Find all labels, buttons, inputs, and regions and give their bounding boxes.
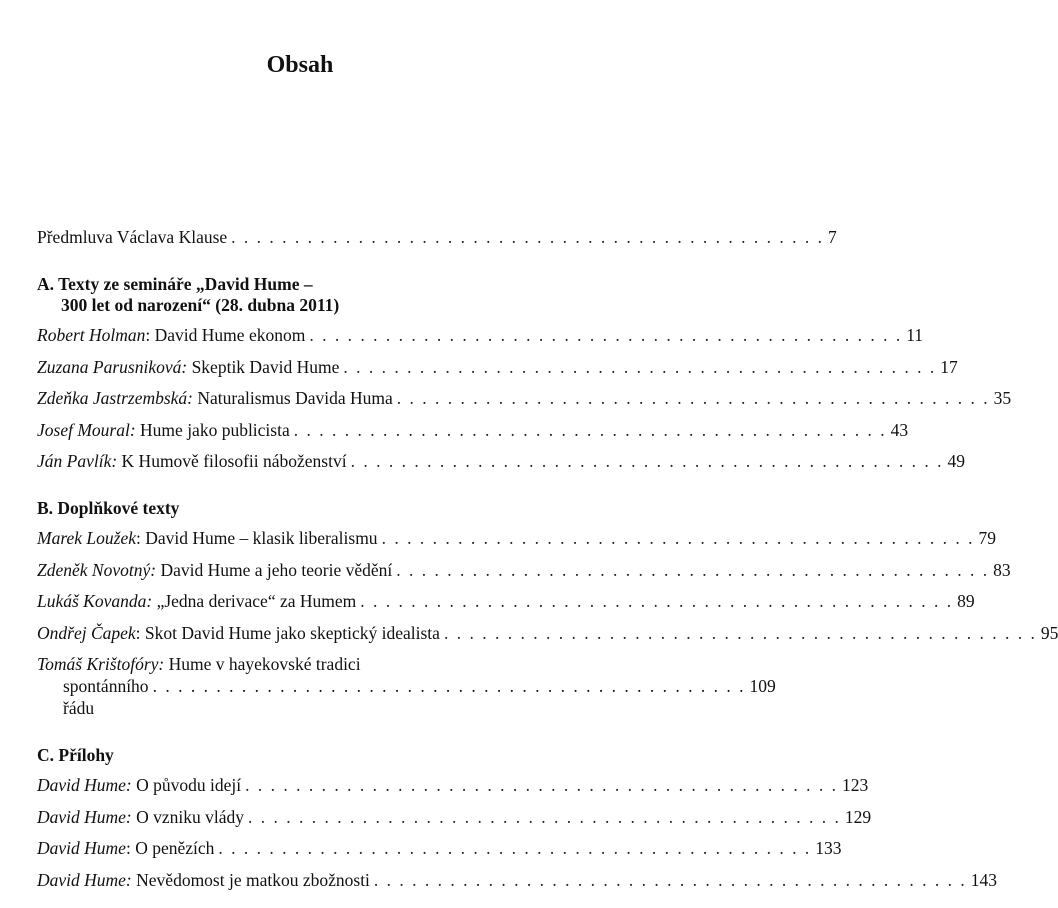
toc-page-number: 35 — [993, 388, 1012, 408]
toc-page-number: 109 — [749, 676, 776, 696]
leader-dots: . . . . . . . . . . . . . . . . . . . . . . . . . . . . . . . . . . . . . . . . . . . . . . . — [443, 622, 1037, 643]
toc-page-number: 95 — [1040, 622, 1058, 643]
toc-entry-title: „Jedna derivace“ za Humem — [156, 591, 357, 611]
toc-entry-title: O vzniku vlády — [136, 806, 245, 827]
leader-dots: . . . . . . . . . . . . . . . . . . . . . . . . . . . . . . . . . . . . . . . . . . . . . . . — [152, 676, 746, 696]
toc-entry-author: David Hume: — [37, 869, 132, 890]
toc-page-number: 143 — [970, 869, 998, 890]
leader-dots: . . . . . . . . . . . . . . . . . . . . . . . . . . . . . . . . . . . . . . . . . . . . . . . — [381, 528, 975, 548]
leader-dots: . . . . . . . . . . . . . . . . . . . . . . . . . . . . . . . . . . . . . . . . . . . . . . . — [245, 775, 839, 795]
leader-dots: . . . . . . . . . . . . . . . . . . . . . . . . . . . . . . . . . . . . . . . . . . . . . . . — [293, 419, 887, 440]
toc-page-number: 49 — [947, 451, 965, 471]
toc-entry-title: David Hume – klasik liberalismu — [145, 528, 378, 548]
toc-entry-author: Marek Loužek — [37, 528, 136, 548]
toc-page-number: 7 — [828, 227, 837, 247]
toc-entry-author: Robert Holman — [37, 325, 146, 345]
toc-entry-title: Skot David Hume jako skeptický idealista — [144, 622, 440, 643]
toc-entry — [37, 869, 998, 891]
leader-dots: . . . . . . . . . . . . . . . . . . . . . . . . . . . . . . . . . . . . . . . . . . . . . . . — [343, 356, 937, 377]
leader-dots: . . . . . . . . . . . . . . . . . . . . . . . . . . . . . . . . . . . . . . . . . . . . . . . — [218, 838, 812, 858]
leader-dots: . . . . . . . . . . . . . . . . . . . . . . . . . . . . . . . . . . . . . . . . . . . . . . . — [248, 806, 841, 827]
section-heading-line1: C. Přílohy — [37, 745, 114, 765]
toc-entry — [37, 559, 1011, 581]
toc-page-number: 133 — [815, 838, 842, 858]
toc-entry: Ondřej Čapek: Skot David Hume jako skeptický idealista . . . . . . . . . . . . . . . . . . . . . . . . . . . . . . . . . . . . . . . . . . . . . . . 95 — [37, 622, 1058, 643]
toc-entry-author: Tomáš Krištofóry: — [37, 654, 165, 674]
leader-dots: . . . . . . . . . . . . . . . . . . . . . . . . . . . . . . . . . . . . . . . . . . . . . . . — [396, 559, 990, 580]
page-title: Obsah — [266, 52, 334, 78]
toc-entry — [37, 774, 869, 796]
toc-entry-author: Zdeněk Novotný: — [37, 559, 157, 580]
toc-page-number: 83 — [993, 559, 1011, 580]
toc-entry-title: David Hume a jeho teorie vědění — [160, 559, 393, 580]
toc-entry-title: Nevědomost je matkou zbožnosti — [136, 869, 370, 890]
section-heading-a — [37, 274, 543, 316]
toc-entry-title: Předmluva Václava Klause — [37, 227, 228, 247]
toc-entry-author: Zuzana Parusniková: — [37, 356, 188, 377]
toc-entry-author: Ján Pavlík: — [37, 451, 118, 471]
toc-entry-author: David Hume: — [37, 806, 132, 827]
toc-entry-title: Hume jako publicista — [140, 419, 290, 440]
toc-entry-author: Lukáš Kovanda: — [37, 591, 153, 611]
section-heading-b — [37, 498, 543, 519]
section-heading-line1: A. Texty ze semináře „David Hume – — [37, 274, 313, 294]
toc-page-number: 11 — [906, 325, 924, 345]
toc-page-number: 123 — [842, 775, 869, 795]
toc-entry — [37, 450, 965, 472]
toc-entry: Robert Holman: David Hume ekonom . . . . . . . . . . . . . . . . . . . . . . . . . . . . . . . . . . . . . . . . . . . . . . . 11 — [37, 325, 924, 345]
toc-page-number: 17 — [940, 356, 958, 377]
toc-entry — [37, 653, 776, 719]
toc-entry — [37, 590, 975, 612]
toc-page-number: 129 — [844, 806, 872, 827]
leader-dots: . . . . . . . . . . . . . . . . . . . . . . . . . . . . . . . . . . . . . . . . . . . . . . . — [309, 325, 903, 345]
leader-dots: . . . . . . . . . . . . . . . . . . . . . . . . . . . . . . . . . . . . . . . . . . . . . . . — [231, 227, 825, 247]
toc-entry-title: David Hume ekonom — [154, 325, 306, 345]
section-heading-line1: B. Doplňkové texty — [37, 498, 180, 518]
leader-dots: . . . . . . . . . . . . . . . . . . . . . . . . . . . . . . . . . . . . . . . . . . . . . . . — [396, 388, 990, 408]
toc-page-number: 89 — [957, 591, 975, 611]
toc-entry-foreword — [37, 226, 837, 248]
toc-entry-title: Hume v hayekovské tradici — [168, 654, 361, 674]
leader-dots: . . . . . . . . . . . . . . . . . . . . . . . . . . . . . . . . . . . . . . . . . . . . . . . — [350, 451, 944, 471]
toc-entry-title: Skeptik David Hume — [191, 356, 340, 377]
leader-dots: . . . . . . . . . . . . . . . . . . . . . . . . . . . . . . . . . . . . . . . . . . . . . . . — [360, 591, 954, 611]
table-of-contents — [37, 226, 1058, 900]
toc-entry — [37, 806, 872, 828]
toc-entry — [37, 387, 1012, 409]
leader-dots: . . . . . . . . . . . . . . . . . . . . . . . . . . . . . . . . . . . . . . . . . . . . . . . — [373, 869, 967, 890]
toc-entry — [37, 419, 909, 441]
toc-entry-author: David Hume: — [37, 775, 132, 795]
section-heading-c — [37, 745, 543, 766]
toc-entry-author: Zdeňka Jastrzembská: — [37, 388, 194, 408]
toc-entry: David Hume: O penězích . . . . . . . . . . . . . . . . . . . . . . . . . . . . . . . . . . . . . . . . . . . . . . . 133 — [37, 838, 842, 858]
section-heading-line2: 300 let od narození“ (28. dubna 2011) — [61, 295, 340, 315]
toc-entry-title: O penězích — [135, 838, 215, 858]
toc-page-number: 79 — [978, 528, 996, 548]
toc-page-number: 43 — [890, 419, 909, 440]
toc-entry-author: Josef Moural: — [37, 419, 136, 440]
toc-entry — [37, 356, 958, 378]
toc-entry-author: Ondřej Čapek — [37, 622, 136, 643]
toc-entry-title: K Humově filosofii náboženství — [121, 451, 347, 471]
toc-entry-author: David Hume — [37, 838, 126, 858]
toc-entry: Marek Loužek: David Hume – klasik liberalismu . . . . . . . . . . . . . . . . . . . . . . . . . . . . . . . . . . . . . . . . . . . . . . . 79 — [37, 528, 996, 548]
toc-entry-title: Naturalismus Davida Huma — [197, 388, 393, 408]
toc-entry-title: O původu idejí — [136, 775, 242, 795]
toc-entry-title-line2: spontánního řádu — [63, 676, 149, 718]
